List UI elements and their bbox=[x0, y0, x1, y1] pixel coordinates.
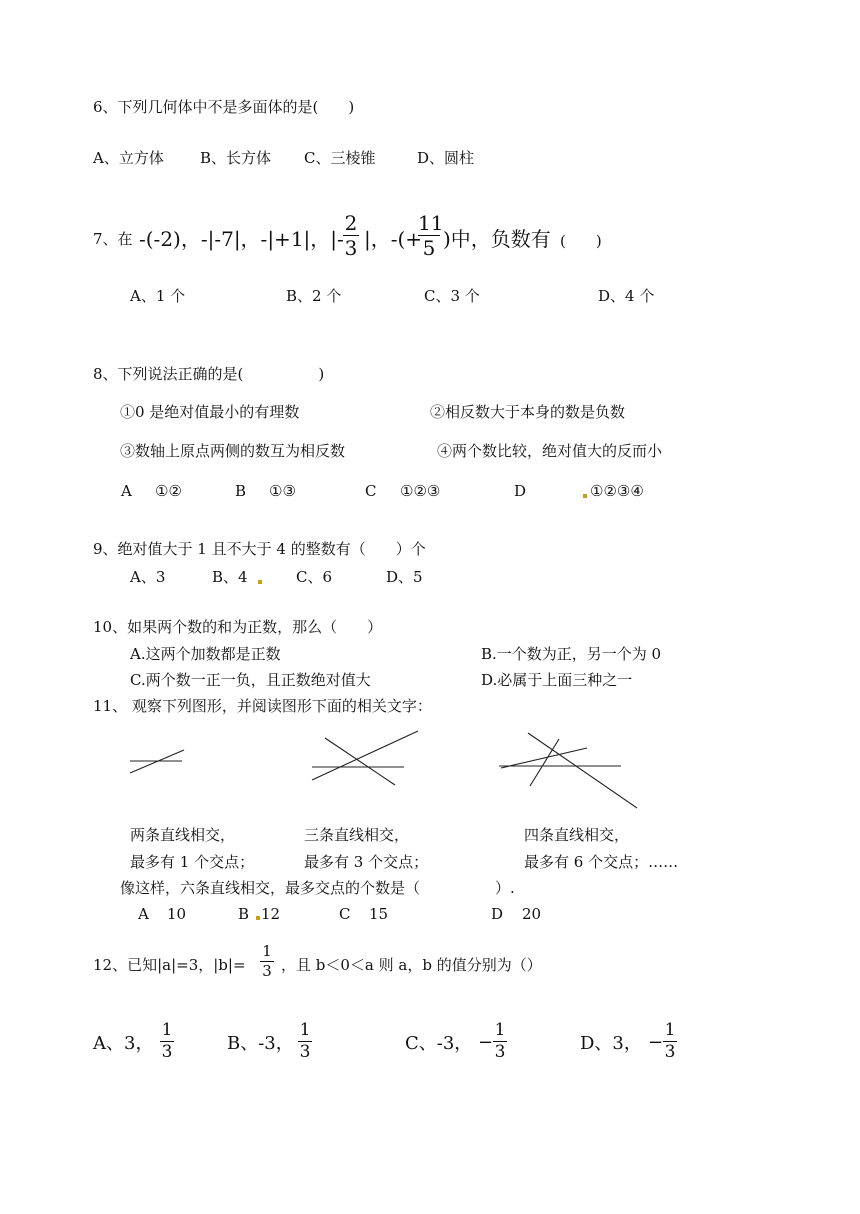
q12-option-a-label: A、3， bbox=[93, 1033, 154, 1054]
q12-option-b-label: B、-3， bbox=[227, 1033, 294, 1054]
q11-option-d-text: 20 bbox=[522, 905, 542, 923]
q7-expr-1: -(-2)，-|-7|，-|+1|，|- bbox=[139, 227, 344, 251]
q6-option-a: A、立方体 bbox=[93, 149, 164, 167]
q11-option-b-text: 12 bbox=[261, 905, 281, 923]
figure-2-line bbox=[325, 738, 395, 785]
q11-caption-1-line-1: 两条直线相交， bbox=[130, 826, 236, 844]
q12-option-c-label: C、-3， bbox=[405, 1033, 473, 1054]
q10-option-a: A.这两个加数都是正数 bbox=[130, 645, 281, 663]
q12-stem-fraction bbox=[260, 944, 274, 979]
q7-option-d: D、4 个 bbox=[598, 287, 655, 305]
q9-option-a: A、3 bbox=[130, 568, 166, 586]
q11-option-d-letter: D bbox=[491, 905, 504, 923]
figure-3-line bbox=[528, 733, 637, 808]
q7-expr-2: |，-(+ bbox=[364, 227, 423, 251]
q8-option-a-text: ①② bbox=[155, 482, 182, 500]
q12-option-a-numerator: 1 bbox=[161, 1020, 173, 1040]
q8-statement-3: ③数轴上原点两侧的数互为相反数 bbox=[120, 442, 346, 460]
q12-option-c-denominator: 3 bbox=[494, 1042, 506, 1062]
q12-stem-fraction-numerator: 1 bbox=[262, 942, 272, 960]
q11-question: 像这样，六条直线相交，最多交点的个数是（ ）. bbox=[120, 879, 515, 897]
q6-option-d: D、圆柱 bbox=[417, 149, 475, 167]
q9-stem: 9、绝对值大于 1 且不大于 4 的整数有（ ）个 bbox=[93, 540, 426, 558]
q12-text-after: ，且 b＜0＜a 则 a，b 的值分别为（） bbox=[281, 956, 542, 974]
q7-option-a: A、1 个 bbox=[130, 287, 186, 305]
q12-option-c-fraction bbox=[493, 1022, 507, 1061]
q12-option-d-sign: − bbox=[648, 1032, 664, 1053]
q12-text-before: 12、已知|a|=3，|b|= bbox=[93, 956, 246, 974]
q10-stem: 10、如果两个数的和为正数，那么（ ） bbox=[93, 618, 383, 636]
q12-stem-fraction-denominator: 3 bbox=[262, 962, 272, 980]
q10-option-b: B.一个数为正，另一个为 0 bbox=[481, 645, 662, 663]
q12-option-a-denominator: 3 bbox=[161, 1042, 173, 1062]
q11-option-c-letter: C bbox=[339, 905, 351, 923]
q12-option-b-numerator: 1 bbox=[299, 1020, 311, 1040]
q7-option-b: B、2 个 bbox=[286, 287, 342, 305]
q11-stem: 11、 观察下列图形，并阅读图形下面的相关文字： bbox=[93, 697, 432, 715]
q7-lead: 7、在 bbox=[93, 230, 133, 248]
q12-option-c-sign: − bbox=[478, 1032, 494, 1053]
q8-option-a-letter: A bbox=[121, 482, 132, 500]
q11-caption-3-line-2: 最多有 6 个交点；…… bbox=[524, 853, 679, 871]
q12-option-b-fraction bbox=[298, 1022, 312, 1061]
q10-option-c: C.两个数一正一负，且正数绝对值大 bbox=[130, 671, 371, 689]
q8-option-c-letter: C bbox=[365, 482, 377, 500]
q6-option-c: C、三棱锥 bbox=[304, 149, 376, 167]
q9-option-d: D、5 bbox=[386, 568, 423, 586]
q9-option-c: C、6 bbox=[296, 568, 333, 586]
q8-option-b-text: ①③ bbox=[269, 482, 296, 500]
q11-option-b-letter: B bbox=[238, 905, 250, 923]
q8-option-c-text: ①②③ bbox=[400, 482, 441, 500]
q8-option-d-letter: D bbox=[514, 482, 527, 500]
q6-stem: 6、下列几何体中不是多面体的是( ) bbox=[93, 98, 355, 116]
q12-option-b-denominator: 3 bbox=[299, 1042, 311, 1062]
q12-option-d-numerator: 1 bbox=[664, 1020, 676, 1040]
q8-stem: 8、下列说法正确的是( ) bbox=[93, 365, 325, 383]
q7-option-c: C、3 个 bbox=[424, 287, 480, 305]
q12-option-a-fraction bbox=[160, 1022, 174, 1061]
q11-caption-3-line-1: 四条直线相交， bbox=[524, 826, 630, 844]
q7-bracket: ( ) bbox=[560, 232, 602, 250]
q12-option-d-denominator: 3 bbox=[664, 1042, 676, 1062]
figure-2-line bbox=[312, 731, 418, 780]
q11-option-c-text: 15 bbox=[369, 905, 389, 923]
figure-3-line bbox=[530, 739, 559, 786]
q7-fraction-2-denominator: 5 bbox=[422, 236, 436, 260]
q8-statement-4: ④两个数比较，绝对值大的反而小 bbox=[437, 442, 663, 460]
q6-option-b: B、长方体 bbox=[200, 149, 272, 167]
q12-option-c-numerator: 1 bbox=[494, 1020, 506, 1040]
q8-statement-1: ①0 是绝对值最小的有理数 bbox=[120, 403, 300, 421]
q10-option-d: D.必属于上面三种之一 bbox=[481, 671, 633, 689]
q7-expr-3: )中，负数有 bbox=[443, 227, 551, 251]
q11-caption-2-line-2: 最多有 3 个交点； bbox=[304, 853, 429, 871]
q8-option-d-text: ①②③④ bbox=[590, 482, 644, 500]
q7-fraction-1-denominator: 3 bbox=[344, 236, 358, 260]
q12-option-d-label: D、3， bbox=[580, 1033, 642, 1054]
q8-option-b-letter: B bbox=[235, 482, 247, 500]
q11-caption-2-line-1: 三条直线相交， bbox=[304, 826, 410, 844]
q11-caption-1-line-2: 最多有 1 个交点； bbox=[130, 853, 255, 871]
q9-option-b: B、4 bbox=[212, 568, 248, 586]
q8-statement-2: ②相反数大于本身的数是负数 bbox=[430, 403, 626, 421]
highlight-mark bbox=[256, 916, 260, 920]
q12-option-d-fraction bbox=[663, 1022, 677, 1061]
q7-fraction-2-numerator: 11 bbox=[418, 211, 444, 235]
q7-fraction-1-numerator: 2 bbox=[344, 211, 358, 235]
q11-option-a-text: 10 bbox=[167, 905, 187, 923]
q11-option-a-letter: A bbox=[138, 905, 149, 923]
